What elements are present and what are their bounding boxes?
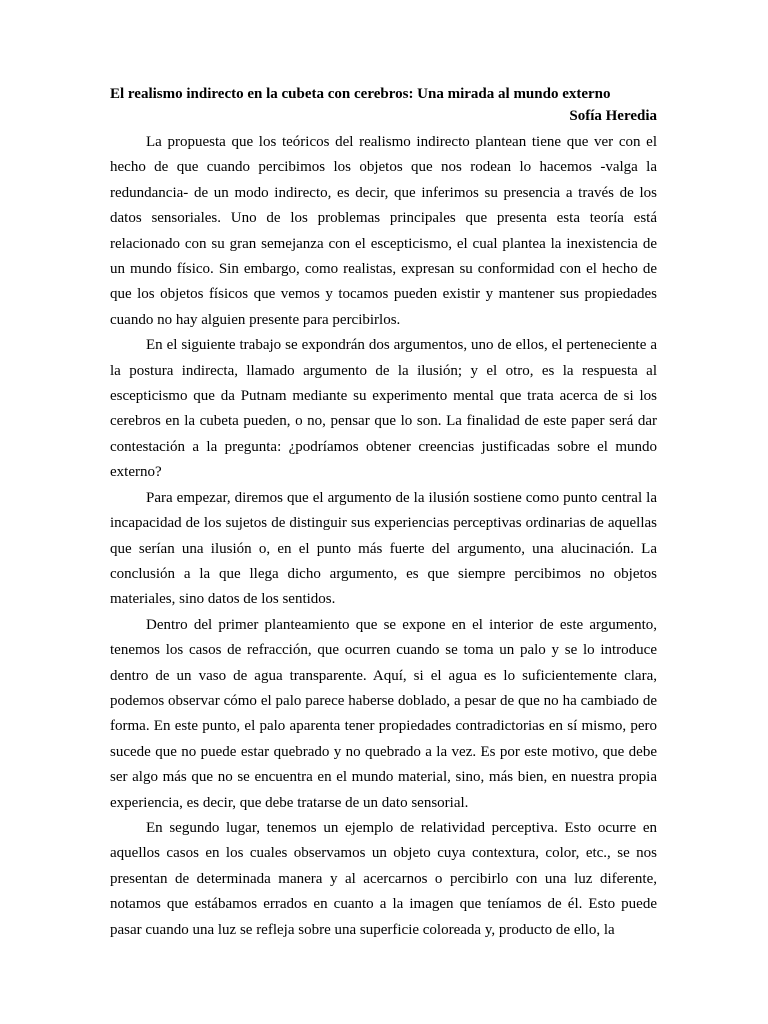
- paragraph-3: Para empezar, diremos que el argumento de la ilusión sostiene como punto central la incapacidad de los sujetos de distinguir sus experiencias perceptivas ordinarias de aquellas que serían una ilusión o, en el punto más fuerte del argumento, una alucinación. La conclusión a la que llega dicho argumento, es que siempre percibimos no objetos materiales, sino datos de los sentidos.: [110, 489, 657, 608]
- document-author: Sofía Heredia: [569, 108, 657, 124]
- document-title: El realismo indirecto en la cubeta con cerebros: Una mirada al mundo externo: [110, 86, 611, 102]
- paragraph-4: Dentro del primer planteamiento que se expone en el interior de este argumento, tenemos los casos de refracción, que ocurren cuando se toma un palo y se lo introduce dentro de un vaso de agua transparente. Aquí, si el agua es lo suficientemente clara, podemos observar cómo el palo parece haberse doblado, a pesar de que no ha cambiado de forma. En este punto, el palo aparenta tener propiedades contradictorias en sí mismo, pero sucede que no puede estar quebrado y no quebrado a la vez. Es por este motivo, que debe ser algo más que no se encuentra en el mundo material, sino, más bien, en nuestra propia experiencia, es decir, que debe tratarse de un dato sensorial.: [110, 616, 657, 811]
- paragraph-1: La propuesta que los teóricos del realismo indirecto plantean tiene que ver con el hecho de que cuando percibimos los objetos que nos rodean lo hacemos -valga la redundancia- de un modo indirecto, es decir, que inferimos su presencia a través de los datos sensoriales. Uno de los problemas principales que presenta esta teoría está relacionado con su gran semejanza con el escepticismo, el cual plantea la inexistencia de un mundo físico. Sin embargo, como realistas, expresan su conformidad con el hecho de que los objetos físicos que vemos y tocamos pueden existir y mantener sus propiedades cuando no hay alguien presente para percibirlos.: [110, 134, 657, 328]
- document-body: [110, 83, 657, 943]
- paragraph-5: En segundo lugar, tenemos un ejemplo de relatividad perceptiva. Esto ocurre en aquellos casos en los cuales observamos un objeto cuya contextura, color, etc., se nos presentan de determinada manera y al acercarnos o percibirlo con una luz diferente, notamos que estábamos errados en cuanto a la imagen que teníamos de él. Esto puede pasar cuando una luz se refleja sobre una superficie coloreada y, producto de ello, la: [110, 819, 657, 938]
- paragraph-2: En el siguiente trabajo se expondrán dos argumentos, uno de ellos, el perteneciente a la postura indirecta, llamado argumento de la ilusión; y el otro, es la respuesta al escepticismo que da Putnam mediante su experimento mental que trata acerca de si los cerebros en la cubeta pueden, o no, pensar que lo son. La finalidad de este paper será dar contestación a la pregunta: ¿podríamos obtener creencias justificadas sobre el mundo externo?: [110, 337, 657, 481]
